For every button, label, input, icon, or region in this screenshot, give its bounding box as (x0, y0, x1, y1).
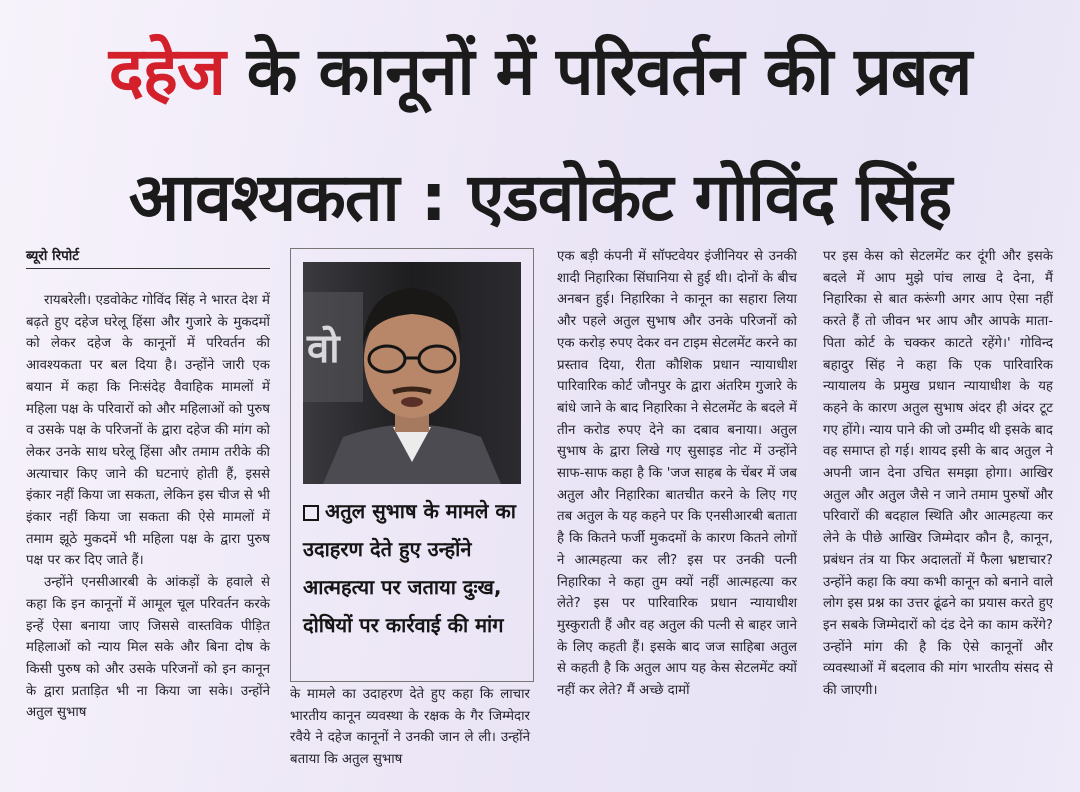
column-1-paragraph-1: रायबरेली। एडवोकेट गोविंद सिंह ने भारत देश में बढ़ते हुए दहेज घरेलू हिंसा और गुजारे के मुकदमों को लेकर दहेज के कानूनों में परिवर्तन की आवश्यकता पर बल दिया है। उन्होंने जारी एक बयान में कहा कि निःसंदेह वैवाहिक मामलों में महिला पक्ष के परिवारों को और महिलाओं को पुरुष व उसके पक्ष के परिजनों के द्वारा दहेज की मांग को लेकर उनके साथ घरेलू हिंसा और तमाम तरीके की अत्याचार किए जाने की घटनाएं होती हैं, इससे इंकार नहीं किया जा सकता, लेकिन इस चीज से भी इंकार नहीं किया जा सकता की ऐसे मामलों में तमाम झूठे मुकदमें भी महिला पक्ष के द्वारा पुरुष पक्ष पर कर दिए जाते हैं। (26, 293, 270, 569)
headline-line-1-rest: के कानूनों में परिवर्तन की प्रबल (224, 33, 972, 110)
checkbox-square-icon (303, 505, 319, 521)
column-2-paragraph: के मामले का उदाहरण देते हुए कहा कि लाचार भारतीय कानून व्यवस्था के रक्षक के गैर जिम्मेदार रवैये ने दहेज कानूनों ने उनकी जान ले ली। उन्होंने बताया कि अतुल सुभाष (290, 687, 530, 768)
pull-quote (303, 492, 521, 672)
column-1-paragraph-2: उन्होंने एनसीआरबी के आंकड़ों के हवाले से कहा कि इन कानूनों में आमूल चूल परिवर्तन करके इन्हें ऐसा बनाया जाए जिससे वास्तविक पीड़ित महिलाओं को न्याय मिल सके और बिना दोष के किसी पुरुष को और उसके परिजनों को इन कानून के द्वारा प्रताड़ित भी ना किया जा सके। उन्होंने अतुल सुभाष (26, 575, 270, 721)
pull-quote-text: अतुल सुभाष के मामले का उदाहरण देते हुए उन्होंने आत्महत्या पर जताया दुःख, दोषियों पर कार्रवाई की मांग (303, 499, 516, 637)
headline-line-1 (0, 24, 1080, 120)
headline-red-word: दहेज (108, 33, 225, 110)
column-3-paragraph: एक बड़ी कंपनी में सॉफ्टवेयर इंजीनियर से उनकी शादी निहारिका सिंघानिया से हुई थी। दोनों के बीच अनबन हुई। निहारिका ने कानून का सहारा लिया और पहले अतुल सुभाष और उनके परिजनों को एक करोड़ रुपए देकर वन टाइम सेटलमेंट करने का प्रस्ताव दिया, रीता कौशिक प्रधान न्यायाधीश पारिवारिक कोर्ट जौनपुर के द्वारा अंतरिम गुजारे के बांधे जाने के बाद निहारिका ने सेटलमेंट के बदले में तीन करोड रुपए देने का दबाव बनाया। अतुल सुभाष के द्वारा लिखे गए सुसाइड नोट में उन्होंने साफ-साफ कहा है कि 'जज साहब के चेंबर में जब अतुल और निहारिका बातचीत करने के लिए गए तब अतुल के यह कहने पर कि एनसीआरबी बताता है कि कितने फर्जी मुकदमों के कारण कितने लोगों ने आत्महत्या कर ली? इस पर उनकी पत्नी निहारिका ने कहा तुम क्यों नहीं आत्महत्या कर लेते? इस पर पारिवारिक प्रधान न्यायाधीश मुस्कुराती हैं और वह अतुल की पत्नी से बाहर जाने के लिए कहती हैं। इसके बाद जज साहिबा अतुल से कहती है कि अतुल आप यह केस सेटलमेंट क्यों नहीं कर लेते? मैं अच्छे दामों (557, 249, 797, 699)
column-2-continuation (290, 684, 530, 771)
portrait-illustration (303, 262, 521, 484)
headline-line-2: आवश्यकता : एडवोकेट गोविंद सिंह (128, 159, 952, 236)
portrait-photo (303, 262, 521, 484)
byline: ब्यूरो रिपोर्ट (26, 246, 270, 269)
column-3 (557, 246, 797, 702)
column-4-paragraph: पर इस केस को सेटलमेंट कर दूंगी और इसके बदले में आप मुझे पांच लाख दे देना, मैं निहारिका से बात करूंगी अगर आप ऐसा नहीं करते हैं तो जीवन भर आप और आपके माता-पिता कोर्ट के चक्कर काटते रहेंगे।' गोविन्द बहादुर सिंह ने कहा कि एक पारिवारिक न्यायालय के प्रमुख प्रधान न्यायाधीश के यह कहने के कारण अतुल सुभाष अंदर ही अंदर टूट गए होंगे। न्याय पाने की जो उम्मीद थी इसके बाद वह समाप्त हो गई। शायद इसी के बाद अतुल ने अपनी जान देना उचित समझा होगा। आखिर अतुल और अतुल जैसे न जाने तमाम पुरुषों और परिवारों की बदहाल स्थिति और आत्महत्या कर लेने के पीछे आखिर जिम्मेदार कौन है, कानून, प्रबंधन तंत्र या फिर अदालतों में फैला भ्रष्टाचार? उन्होंने कहा कि क्या कभी कानून को बनाने वाले लोग इस प्रश्न का उत्तर ढूंढने का प्रयास करते हुए इन सबके जिम्मेदारों को दंड देने का काम करेंगे? उन्होंने मांग की है कि ऐसे कानूनों और व्यवस्थाओं में बदलाव की मांग भारतीय संसद से की जाएगी। (823, 249, 1053, 699)
column-1 (26, 290, 270, 724)
column-4 (823, 246, 1053, 702)
banner-letter: वो (307, 326, 340, 372)
